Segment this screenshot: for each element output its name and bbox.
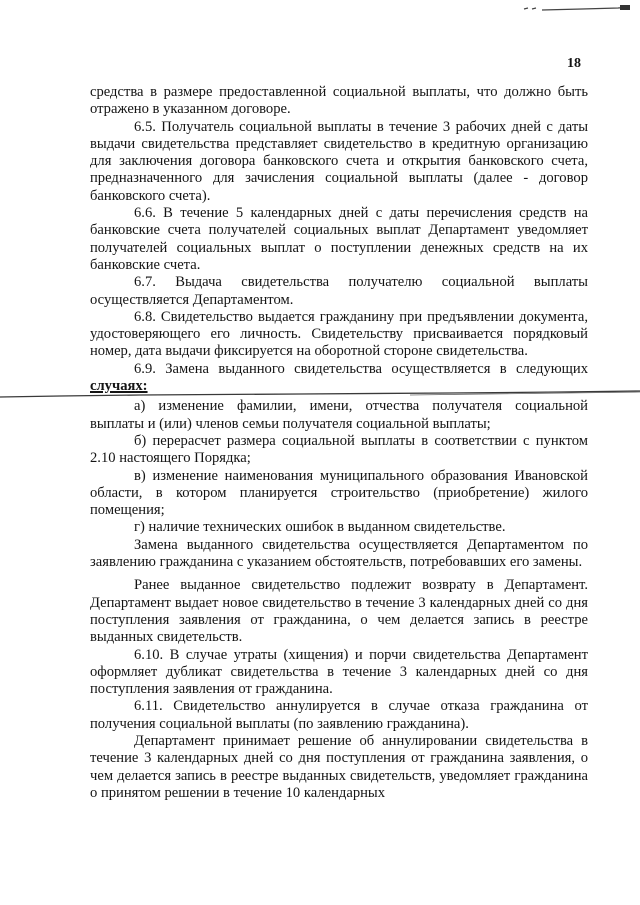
list-item-v: в) изменение наименования муниципального образования Ивановской области, в котором планируется строительство (приобретение) жилого помещения; bbox=[90, 467, 588, 519]
paragraph-6-9 bbox=[90, 361, 588, 396]
list-item-b: б) перерасчет размера социальной выплаты в соответствии с пунктом 2.10 настоящего Порядка; bbox=[90, 432, 588, 467]
paragraph-return: Ранее выданное свидетельство подлежит возврату в Департамент. Департамент выдает новое свидетельство в течение 3 календарных дней со дня поступления заявления от гражданина, о чем делается запись в реестре выданных свидетельств. bbox=[90, 577, 588, 646]
list-item-g: г) наличие технических ошибок в выданном свидетельстве. bbox=[134, 519, 506, 536]
document-body bbox=[90, 84, 588, 802]
paragraph-6-10: 6.10. В случае утраты (хищения) и порчи свидетельства Департамент оформляет дубликат свидетельства в течение 3 календарных дней со дня поступления заявления от гражданина. bbox=[90, 646, 588, 698]
scan-artifact-mark bbox=[522, 4, 632, 12]
paragraph-6-9-text: 6.9. Замена выданного свидетельства осуществляется в следующих bbox=[134, 360, 588, 377]
paragraph-6-5: 6.5. Получатель социальной выплаты в течение 3 рабочих дней с даты выдачи свидетельства представляет свидетельство в кредитную организацию для заключения договора банковского счета и открытия банковского счета, предназначенного для зачисления социальной выплаты (далее - договор банковского счета). bbox=[90, 118, 588, 204]
paragraph-6-8: 6.8. Свидетельство выдается гражданину при предъявлении документа, удостоверяющего его личность. Свидетельству присваивается порядковый номер, дата выдачи фиксируется на оборотной стороне свидетельства. bbox=[90, 308, 588, 360]
paragraph-6-7: 6.7. Выдача свидетельства получателю социальной выплаты осуществляется Департаментом. bbox=[90, 274, 588, 308]
list-item-a: а) изменение фамилии, имени, отчества получателя социальной выплаты и (или) членов семьи получателя социальной выплаты; bbox=[90, 398, 588, 432]
paragraph-6-11: 6.11. Свидетельство аннулируется в случае отказа гражданина от получения социальной выплаты (по заявлению гражданина). bbox=[90, 698, 588, 732]
page-number: 18 bbox=[567, 56, 581, 71]
paragraph-annulment: Департамент принимает решение об аннулировании свидетельства в течение 3 календарных дней со дня поступления от гражданина заявления, о чем делается запись в реестре выданных свидетельств, уведомляет гражданина о принятом решении в течение 10 календарных bbox=[90, 732, 588, 801]
paragraph-replacement: Замена выданного свидетельства осуществляется Департаментом по заявлению гражданина с указанием обстоятельств, потребовавших его замены. bbox=[90, 536, 588, 571]
paragraph-continuation: средства в размере предоставленной социальной выплаты, что должно быть отражено в указанном договоре. bbox=[90, 84, 588, 118]
underlined-word: случаях: bbox=[90, 378, 148, 395]
paragraph-6-6: 6.6. В течение 5 календарных дней с даты перечисления средств на банковские счета получателей социальных выплат Департамент уведомляет получателей социальных выплат о поступлении денежных средств на их банковские счета. bbox=[90, 205, 588, 273]
